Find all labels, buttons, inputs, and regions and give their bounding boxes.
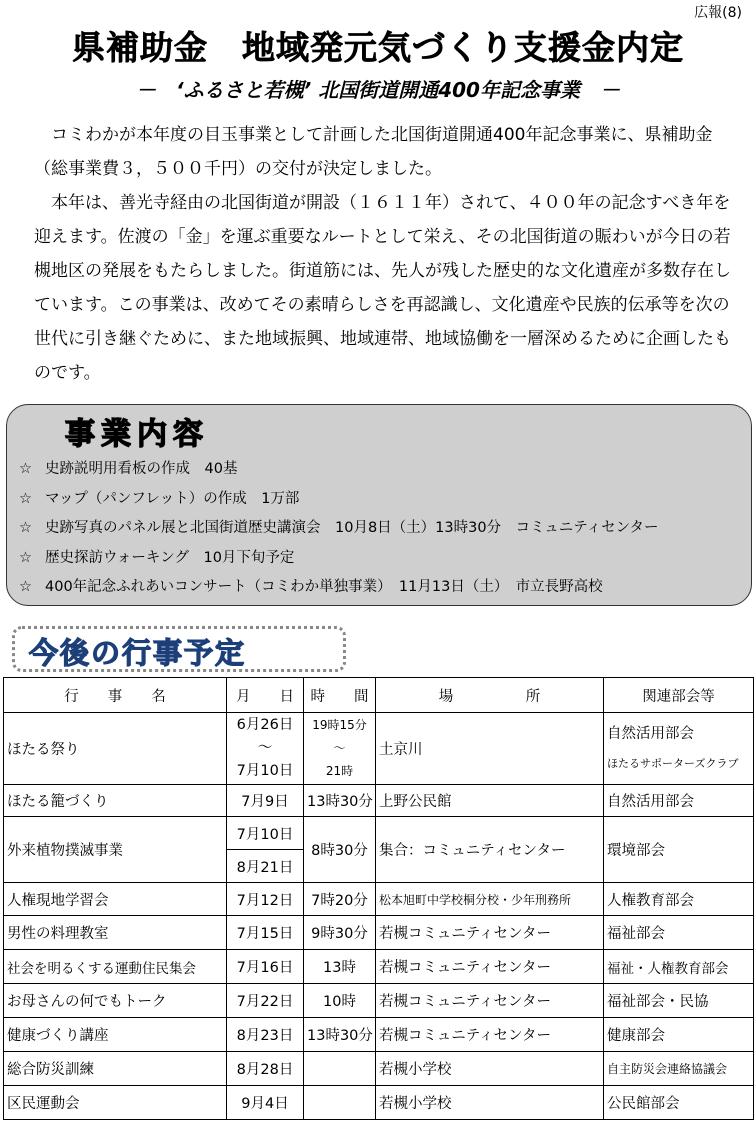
event-date: 7月16日 <box>227 950 304 984</box>
event-place: 若槻小学校 <box>376 1086 604 1120</box>
date-range-mark: ～ <box>257 740 273 756</box>
schedule-title-frame <box>12 626 346 672</box>
table-row <box>4 1052 754 1086</box>
page-number: 広報(8) <box>694 5 742 21</box>
table-row <box>4 1086 754 1120</box>
header-time: 時 間 <box>304 678 376 713</box>
event-date <box>227 713 304 785</box>
intro-paragraph: コミわかが本年度の目玉事業として計画した北国街道開通400年記念事業に、県補助金（総事業費３，５００千円）の交付が決定しました。 <box>34 125 713 179</box>
star-icon: ☆ <box>19 490 32 507</box>
event-date: 8月21日 <box>227 850 304 883</box>
table-row <box>4 1018 754 1052</box>
time-start: 19時15分 <box>312 718 367 732</box>
star-icon: ☆ <box>19 461 32 477</box>
business-item <box>19 455 659 485</box>
business-title: 事業内容 <box>65 417 209 452</box>
time-end: 21時 <box>325 764 354 778</box>
star-icon: ☆ <box>19 549 32 566</box>
event-place: 土京川 <box>376 713 604 785</box>
business-list <box>19 455 659 603</box>
business-item <box>19 514 659 544</box>
business-item-text: マップ（パンフレット）の作成 1万部 <box>45 490 300 507</box>
business-item-text: 史跡説明用看板の作成 40基 <box>45 461 238 477</box>
star-icon: ☆ <box>19 579 32 595</box>
event-time: 13時30分 <box>304 1018 376 1052</box>
event-place: 若槻コミュニティセンター <box>376 1018 604 1052</box>
table-row <box>4 817 754 850</box>
event-name: 社会を明るくする運動住民集会 <box>4 950 227 984</box>
event-place: 松本旭町中学校桐分校・少年刑務所 <box>376 883 604 916</box>
event-time <box>304 1052 376 1086</box>
event-dept: 人権教育部会 <box>604 883 754 916</box>
dept-sub: ほたるサポーターズクラブ <box>607 756 739 770</box>
event-date: 7月9日 <box>227 785 304 817</box>
event-date: 7月22日 <box>227 984 304 1018</box>
business-content-box <box>6 404 752 606</box>
event-name: 人権現地学習会 <box>4 883 227 916</box>
event-dept: 環境部会 <box>604 817 754 883</box>
table-row <box>4 950 754 984</box>
star-icon: ☆ <box>19 520 32 536</box>
header-dept: 関連部会等 <box>604 678 754 713</box>
business-item-text: 歴史探訪ウォーキング 10月下旬予定 <box>45 549 295 566</box>
time-range-mark: ～ <box>333 741 346 755</box>
event-place: 若槻コミュニティセンター <box>376 950 604 984</box>
intro-text <box>34 118 734 390</box>
event-place: 若槻小学校 <box>376 1052 604 1086</box>
table-header-row <box>4 678 754 713</box>
event-dept: 自主防災会連絡協議会 <box>604 1052 754 1086</box>
event-place: 若槻コミュニティセンター <box>376 984 604 1018</box>
table-row <box>4 916 754 950</box>
event-time <box>304 1086 376 1120</box>
business-item <box>19 544 659 574</box>
event-date: 7月10日 <box>227 817 304 850</box>
business-item <box>19 485 659 515</box>
event-time: 9時30分 <box>304 916 376 950</box>
event-dept: 福祉部会 <box>604 916 754 950</box>
dept-main: 自然活用部会 <box>607 725 694 742</box>
intro-paragraph: 本年は、善光寺経由の北国街道が開設（１６１１年）されて、４００年の記念すべき年を迎えます。佐渡の「金」を運ぶ重要なルートとして栄え、その北国街道の賑わいが今日の若槻地区の発展をもたらしました。街道筋には、先人が残した歴史的な文化遺産が多数存在しています。この事業は、改めてその素晴らしさを再認識し、文化遺産や民族的伝承等を次の世代に引き継ぐために、また地域振興、地域連帯、地域協働を一層深めるために企画したものです。 <box>34 193 731 383</box>
event-place: 若槻コミュニティセンター <box>376 916 604 950</box>
event-dept: 公民館部会 <box>604 1086 754 1120</box>
event-name: 男性の料理教室 <box>4 916 227 950</box>
header-date: 月 日 <box>227 678 304 713</box>
page-subtitle: － ‘ふるさと若槻’ 北国街道開通400年記念事業 － <box>136 78 620 102</box>
event-date: 8月28日 <box>227 1052 304 1086</box>
event-name: 健康づくり講座 <box>4 1018 227 1052</box>
date-start: 6月26日 <box>236 717 294 733</box>
event-time: 13時 <box>304 950 376 984</box>
event-name: お母さんの何でもトーク <box>4 984 227 1018</box>
business-item-text: 400年記念ふれあいコンサート（コミわか単独事業） 11月13日（土） 市立長野高校 <box>45 579 603 595</box>
date-end: 7月10日 <box>236 763 294 779</box>
event-time: 13時30分 <box>304 785 376 817</box>
schedule-table <box>3 677 754 1120</box>
event-dept: 自然活用部会 <box>604 785 754 817</box>
event-time: 10時 <box>304 984 376 1018</box>
header-event: 行 事 名 <box>4 678 227 713</box>
event-date: 7月12日 <box>227 883 304 916</box>
table-row <box>4 785 754 817</box>
event-name: ほたる祭り <box>4 713 227 785</box>
event-name: 総合防災訓練 <box>4 1052 227 1086</box>
event-dept: 福祉部会・民協 <box>604 984 754 1018</box>
event-place: 集合：コミュニティセンター <box>376 817 604 883</box>
business-item <box>19 573 659 603</box>
header-place: 場 所 <box>376 678 604 713</box>
event-date: 8月23日 <box>227 1018 304 1052</box>
table-row <box>4 883 754 916</box>
event-time: 8時30分 <box>304 817 376 883</box>
schedule-title: 今後の行事予定 <box>29 636 247 670</box>
event-time <box>304 713 376 785</box>
event-date: 7月15日 <box>227 916 304 950</box>
event-name: 外来植物撲滅事業 <box>4 817 227 883</box>
event-name: 区民運動会 <box>4 1086 227 1120</box>
event-dept: 福祉・人権教育部会 <box>604 950 754 984</box>
event-place: 上野公民館 <box>376 785 604 817</box>
event-time: 7時20分 <box>304 883 376 916</box>
business-item-text: 史跡写真のパネル展と北国街道歴史講演会 10月8日（土）13時30分 コミュニティセンター <box>45 520 659 536</box>
event-name: ほたる籠づくり <box>4 785 227 817</box>
event-date: 9月4日 <box>227 1086 304 1120</box>
table-row <box>4 713 754 785</box>
table-row <box>4 984 754 1018</box>
page-title: 県補助金 地域発元気づくり支援金内定 <box>72 28 684 67</box>
event-dept <box>604 713 754 785</box>
event-dept: 健康部会 <box>604 1018 754 1052</box>
